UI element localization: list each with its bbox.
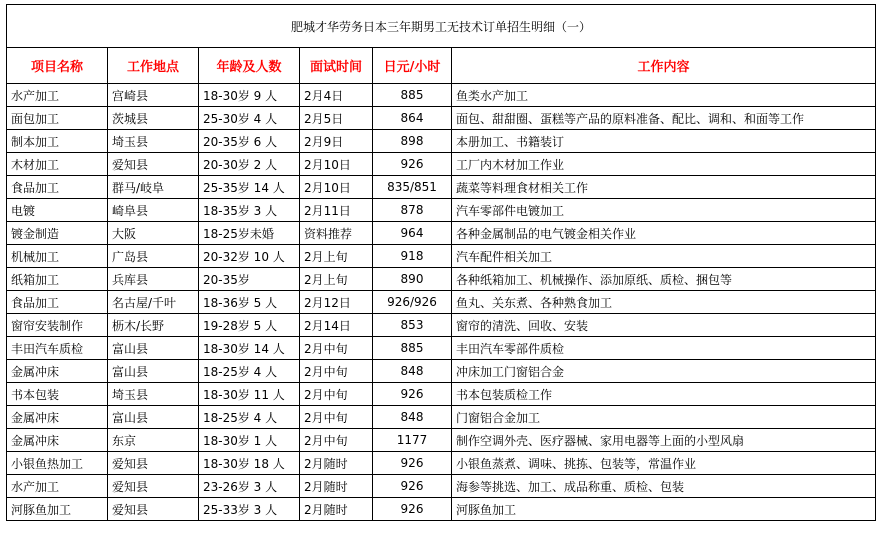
cell-job-content: 各种金属制品的电气镀金相关作业	[452, 222, 876, 245]
cell-project: 水产加工	[7, 475, 108, 498]
table-row	[7, 107, 876, 130]
cell-project: 金属冲床	[7, 429, 108, 452]
cell-age-count: 25-33岁 3 人	[199, 498, 300, 521]
cell-interview-date: 2月随时	[300, 498, 373, 521]
cell-location: 富山县	[108, 337, 199, 360]
cell-location: 埼玉县	[108, 130, 199, 153]
cell-location: 爱知县	[108, 452, 199, 475]
cell-interview-date: 2月10日	[300, 176, 373, 199]
table-row	[7, 176, 876, 199]
cell-age-count: 18-30岁 1 人	[199, 429, 300, 452]
cell-interview-date: 2月中旬	[300, 383, 373, 406]
cell-hourly-wage: 926	[373, 498, 452, 521]
cell-location: 富山县	[108, 360, 199, 383]
cell-interview-date: 2月9日	[300, 130, 373, 153]
cell-project: 丰田汽车质检	[7, 337, 108, 360]
cell-location: 枥木/长野	[108, 314, 199, 337]
cell-job-content: 窗帘的清洗、回收、安装	[452, 314, 876, 337]
cell-project: 制本加工	[7, 130, 108, 153]
cell-hourly-wage: 848	[373, 406, 452, 429]
cell-project: 木材加工	[7, 153, 108, 176]
table-row	[7, 153, 876, 176]
table-row	[7, 452, 876, 475]
cell-interview-date: 2月12日	[300, 291, 373, 314]
cell-interview-date: 2月10日	[300, 153, 373, 176]
cell-hourly-wage: 926	[373, 475, 452, 498]
cell-location: 崎阜县	[108, 199, 199, 222]
cell-age-count: 23-26岁 3 人	[199, 475, 300, 498]
cell-job-content: 小银鱼蒸煮、调味、挑拣、包装等，常温作业	[452, 452, 876, 475]
column-header-interview-date: 面试时间	[300, 48, 373, 84]
cell-age-count: 18-30岁 9 人	[199, 84, 300, 107]
column-header-job-content: 工作内容	[452, 48, 876, 84]
cell-interview-date: 2月11日	[300, 199, 373, 222]
cell-location: 埼玉县	[108, 383, 199, 406]
cell-interview-date: 2月中旬	[300, 360, 373, 383]
cell-project: 食品加工	[7, 176, 108, 199]
table-row	[7, 383, 876, 406]
cell-hourly-wage: 898	[373, 130, 452, 153]
table-row	[7, 199, 876, 222]
table-row	[7, 130, 876, 153]
cell-job-content: 各种纸箱加工、机械操作、添加原纸、质检、捆包等	[452, 268, 876, 291]
table-row	[7, 475, 876, 498]
table-row	[7, 84, 876, 107]
cell-age-count: 18-30岁 18 人	[199, 452, 300, 475]
table-row	[7, 498, 876, 521]
cell-project: 河豚鱼加工	[7, 498, 108, 521]
table-row	[7, 360, 876, 383]
cell-interview-date: 2月5日	[300, 107, 373, 130]
cell-age-count: 25-30岁 4 人	[199, 107, 300, 130]
cell-job-content: 面包、甜甜圈、蛋糕等产品的原料准备、配比、调和、和面等工作	[452, 107, 876, 130]
cell-job-content: 门窗铝合金加工	[452, 406, 876, 429]
cell-job-content: 汽车配件相关加工	[452, 245, 876, 268]
cell-project: 水产加工	[7, 84, 108, 107]
cell-job-content: 制作空调外壳、医疗器械、家用电器等上面的小型风扇	[452, 429, 876, 452]
cell-age-count: 19-28岁 5 人	[199, 314, 300, 337]
cell-interview-date: 2月中旬	[300, 429, 373, 452]
cell-location: 富山县	[108, 406, 199, 429]
cell-job-content: 丰田汽车零部件质检	[452, 337, 876, 360]
table-row	[7, 337, 876, 360]
cell-hourly-wage: 864	[373, 107, 452, 130]
cell-interview-date: 2月随时	[300, 452, 373, 475]
cell-hourly-wage: 918	[373, 245, 452, 268]
cell-location: 大阪	[108, 222, 199, 245]
cell-hourly-wage: 926	[373, 452, 452, 475]
cell-hourly-wage: 926	[373, 153, 452, 176]
cell-hourly-wage: 890	[373, 268, 452, 291]
cell-project: 电镀	[7, 199, 108, 222]
cell-location: 名古屋/千叶	[108, 291, 199, 314]
cell-project: 食品加工	[7, 291, 108, 314]
cell-age-count: 20-32岁 10 人	[199, 245, 300, 268]
cell-location: 宫崎县	[108, 84, 199, 107]
table-row	[7, 291, 876, 314]
cell-location: 爱知县	[108, 153, 199, 176]
cell-age-count: 18-30岁 11 人	[199, 383, 300, 406]
cell-job-content: 本册加工、书籍装订	[452, 130, 876, 153]
cell-project: 镀金制造	[7, 222, 108, 245]
table-row	[7, 222, 876, 245]
cell-hourly-wage: 853	[373, 314, 452, 337]
cell-age-count: 18-25岁 4 人	[199, 406, 300, 429]
cell-hourly-wage: 878	[373, 199, 452, 222]
cell-age-count: 25-35岁 14 人	[199, 176, 300, 199]
table-row	[7, 245, 876, 268]
cell-hourly-wage: 926/926	[373, 291, 452, 314]
cell-job-content: 冲床加工门窗铝合金	[452, 360, 876, 383]
cell-location: 爱知县	[108, 498, 199, 521]
cell-location: 茨城县	[108, 107, 199, 130]
table-row	[7, 406, 876, 429]
cell-hourly-wage: 1177	[373, 429, 452, 452]
cell-location: 东京	[108, 429, 199, 452]
cell-age-count: 20-30岁 2 人	[199, 153, 300, 176]
cell-interview-date: 2月随时	[300, 475, 373, 498]
cell-location: 爱知县	[108, 475, 199, 498]
cell-hourly-wage: 835/851	[373, 176, 452, 199]
cell-job-content: 鱼丸、关东煮、各种熟食加工	[452, 291, 876, 314]
cell-location: 广岛县	[108, 245, 199, 268]
cell-job-content: 海参等挑选、加工、成品称重、质检、包装	[452, 475, 876, 498]
cell-age-count: 18-25岁 4 人	[199, 360, 300, 383]
cell-hourly-wage: 926	[373, 383, 452, 406]
cell-age-count: 20-35岁 6 人	[199, 130, 300, 153]
cell-project: 金属冲床	[7, 360, 108, 383]
column-header-age-count: 年龄及人数	[199, 48, 300, 84]
cell-job-content: 工厂内木材加工作业	[452, 153, 876, 176]
cell-age-count: 18-30岁 14 人	[199, 337, 300, 360]
cell-project: 金属冲床	[7, 406, 108, 429]
cell-interview-date: 2月4日	[300, 84, 373, 107]
cell-interview-date: 2月14日	[300, 314, 373, 337]
page-title: 肥城才华劳务日本三年期男工无技术订单招生明细（一）	[7, 5, 876, 48]
cell-interview-date: 2月上旬	[300, 268, 373, 291]
cell-project: 纸箱加工	[7, 268, 108, 291]
cell-location: 群马/岐阜	[108, 176, 199, 199]
table-row	[7, 314, 876, 337]
cell-hourly-wage: 964	[373, 222, 452, 245]
cell-age-count: 18-35岁 3 人	[199, 199, 300, 222]
cell-age-count: 18-25岁未婚	[199, 222, 300, 245]
column-header-location: 工作地点	[108, 48, 199, 84]
cell-project: 小银鱼热加工	[7, 452, 108, 475]
header-row	[7, 48, 876, 84]
cell-age-count: 20-35岁	[199, 268, 300, 291]
cell-job-content: 汽车零部件电镀加工	[452, 199, 876, 222]
cell-interview-date: 2月中旬	[300, 406, 373, 429]
cell-job-content: 蔬菜等料理食材相关工作	[452, 176, 876, 199]
cell-project: 窗帘安装制作	[7, 314, 108, 337]
cell-interview-date: 2月上旬	[300, 245, 373, 268]
recruitment-table	[6, 4, 876, 521]
cell-hourly-wage: 885	[373, 337, 452, 360]
table-row	[7, 429, 876, 452]
cell-interview-date: 资料推荐	[300, 222, 373, 245]
cell-hourly-wage: 885	[373, 84, 452, 107]
cell-job-content: 河豚鱼加工	[452, 498, 876, 521]
cell-age-count: 18-36岁 5 人	[199, 291, 300, 314]
table-row	[7, 268, 876, 291]
cell-interview-date: 2月中旬	[300, 337, 373, 360]
column-header-project: 项目名称	[7, 48, 108, 84]
cell-job-content: 书本包装质检工作	[452, 383, 876, 406]
column-header-hourly-wage: 日元/小时	[373, 48, 452, 84]
cell-location: 兵库县	[108, 268, 199, 291]
cell-hourly-wage: 848	[373, 360, 452, 383]
cell-project: 面包加工	[7, 107, 108, 130]
cell-project: 机械加工	[7, 245, 108, 268]
cell-job-content: 鱼类水产加工	[452, 84, 876, 107]
cell-project: 书本包装	[7, 383, 108, 406]
